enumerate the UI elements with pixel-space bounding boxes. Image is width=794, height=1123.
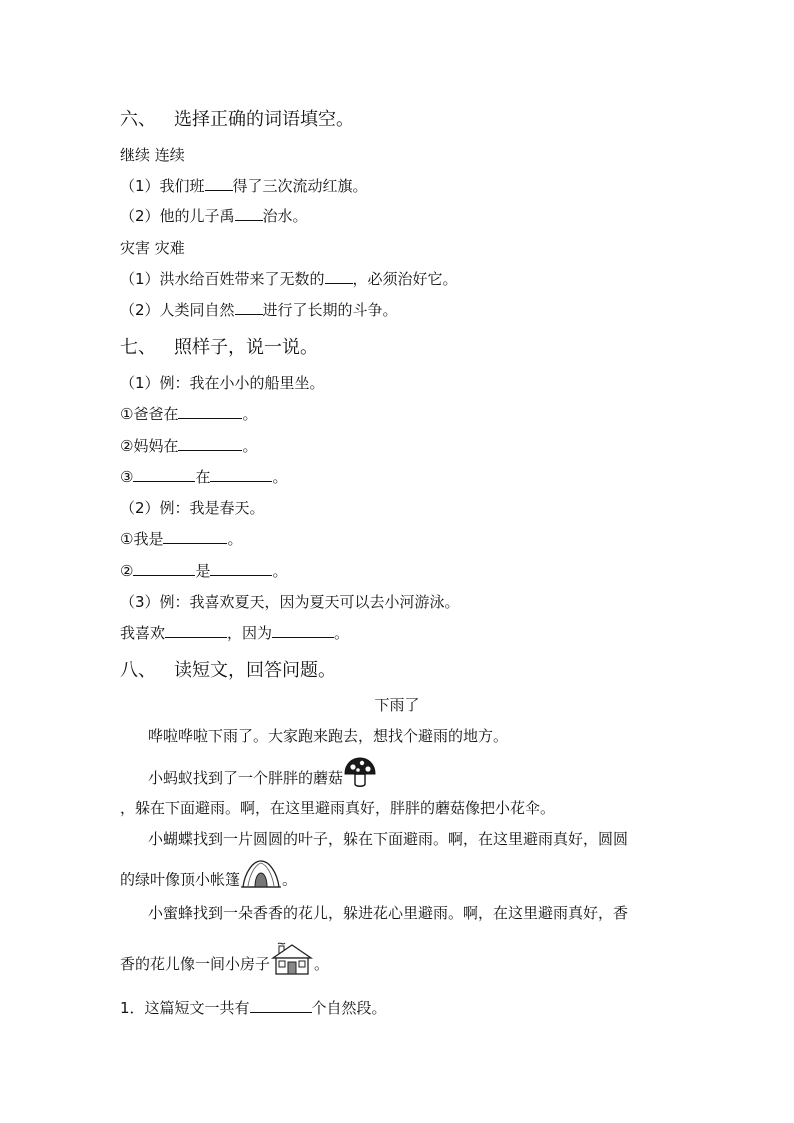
word-choices-1: 继续 连续 [120, 146, 185, 164]
answer-blank[interactable] [235, 300, 263, 315]
story-title: 下雨了 [374, 696, 420, 714]
story-paragraph-4-line-2 [120, 940, 329, 989]
story-paragraph-4-line-1: 小蜜蜂找到一朵香香的花儿，躲进花心里避雨。啊，在这里避雨真好，香 [148, 904, 629, 922]
answer-line [120, 404, 257, 424]
question-text: （2）人类同自然 [120, 301, 235, 319]
question-text: 1．这篇短文一共有 [120, 999, 250, 1017]
answer-text: 是 [195, 562, 211, 580]
answer-blank[interactable] [210, 467, 272, 482]
story-text: 香的花儿像一间小房子 [120, 955, 271, 973]
question-line [120, 300, 398, 320]
word-choices-2: 灾害 灾难 [120, 239, 185, 257]
question-text: 得了三次流动红旗。 [232, 177, 368, 195]
question-text: 进行了长期的斗争。 [262, 301, 398, 319]
example-line: （3）例：我喜欢夏天，因为夏天可以去小河游泳。 [120, 593, 460, 611]
answer-blank[interactable] [325, 269, 353, 284]
answer-blank[interactable] [133, 467, 195, 482]
answer-text: ①爸爸在 [120, 405, 179, 423]
answer-text: ，因为 [227, 624, 273, 642]
story-paragraph-3-line-1: 小蝴蝶找到一片圆圆的叶子，躲在下面避雨。啊，在这里避雨真好，圆圆 [148, 830, 629, 848]
answer-blank[interactable] [272, 623, 334, 638]
answer-line [120, 529, 242, 549]
question-line [120, 269, 458, 289]
question-text: （1）我们班 [120, 177, 205, 195]
example-line: （1）例：我在小小的船里坐。 [120, 374, 325, 392]
question-line [120, 176, 368, 196]
answer-text: 在 [195, 468, 211, 486]
section-number: 七、 [120, 337, 156, 358]
story-paragraph-2-line-1 [148, 757, 377, 800]
mushroom-icon [343, 757, 377, 800]
section-title: 读短文，回答问题。 [174, 660, 336, 681]
answer-text: 。 [227, 530, 243, 548]
section-6-heading [120, 108, 354, 132]
answer-blank[interactable] [165, 623, 227, 638]
answer-text: ③ [120, 468, 134, 486]
answer-line [120, 561, 287, 581]
story-paragraph-3-line-2 [120, 858, 297, 902]
answer-blank[interactable] [210, 561, 272, 576]
answer-line [120, 467, 287, 487]
answer-blank[interactable] [163, 529, 227, 544]
question-text: （2）他的儿子禹 [120, 207, 235, 225]
answer-line [120, 623, 349, 643]
story-text: 小蚂蚁找到了一个胖胖的蘑菇 [148, 769, 344, 787]
answer-line [120, 436, 257, 456]
question-line [120, 206, 308, 226]
story-text: 。 [314, 955, 330, 973]
question-text: 个自然段。 [311, 999, 387, 1017]
example-line: （2）例：我是春天。 [120, 499, 265, 517]
answer-text: ②妈妈在 [120, 437, 179, 455]
section-number: 八、 [120, 660, 156, 681]
section-number: 六、 [120, 109, 156, 130]
section-8-heading [120, 659, 336, 683]
house-icon [270, 940, 314, 989]
answer-text: ①我是 [120, 530, 164, 548]
story-text: 的绿叶像顶小帐篷 [120, 870, 241, 889]
section-7-heading [120, 336, 318, 360]
answer-blank[interactable] [235, 206, 263, 221]
question-text: 治水。 [262, 207, 308, 225]
answer-blank[interactable] [178, 404, 242, 419]
answer-text: 。 [334, 624, 350, 642]
question-text: ，必须治好它。 [352, 270, 458, 288]
section-title: 照样子，说一说。 [174, 337, 318, 358]
answer-blank[interactable] [133, 561, 195, 576]
answer-text: ② [120, 562, 134, 580]
answer-text: 。 [272, 468, 288, 486]
tent-icon [240, 858, 282, 902]
question-text: （1）洪水给百姓带来了无数的 [120, 270, 325, 288]
question-line [120, 998, 387, 1018]
answer-blank[interactable] [250, 998, 312, 1013]
answer-text: 。 [242, 437, 258, 455]
answer-blank[interactable] [178, 436, 242, 451]
answer-blank[interactable] [205, 176, 233, 191]
answer-text: 我喜欢 [120, 624, 166, 642]
story-paragraph-2-line-2: ，躲在下面避雨。啊，在这里避雨真好，胖胖的蘑菇像把小花伞。 [120, 799, 556, 817]
section-title: 选择正确的词语填空。 [174, 109, 354, 130]
answer-text: 。 [242, 405, 258, 423]
answer-text: 。 [272, 562, 288, 580]
story-text: 。 [282, 870, 298, 889]
story-paragraph-1: 哗啦哗啦下雨了。大家跑来跑去，想找个避雨的地方。 [148, 727, 509, 745]
